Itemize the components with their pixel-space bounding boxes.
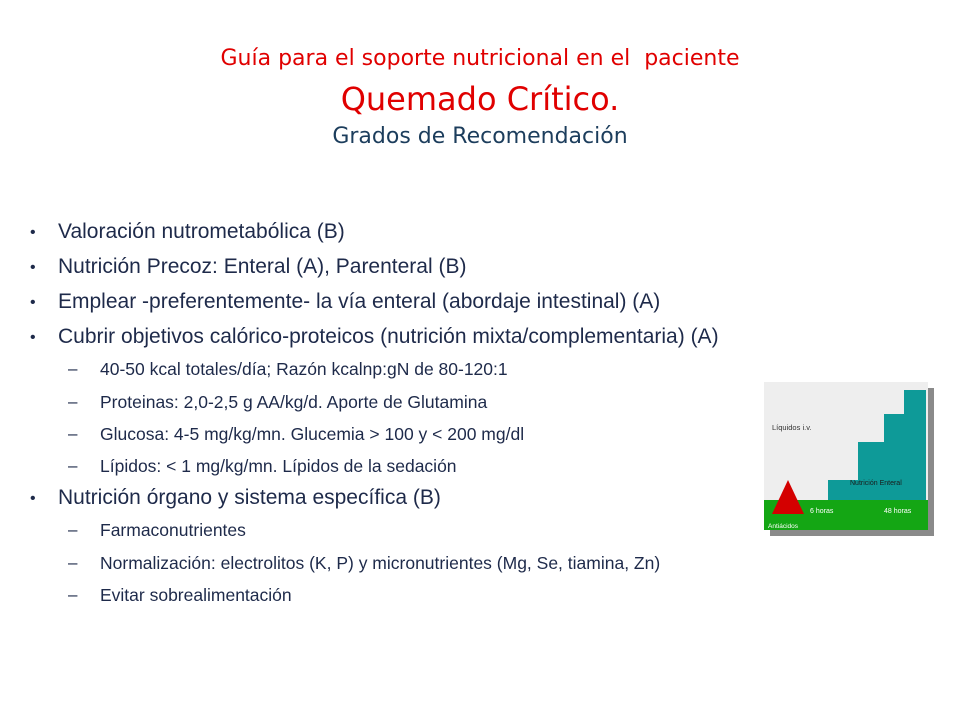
title-line-3: Grados de Recomendación xyxy=(332,124,628,149)
sub-bullet-marker: – xyxy=(68,359,78,378)
time-6-label: 6 horas xyxy=(810,508,834,515)
sub-bullet-marker: – xyxy=(68,456,78,475)
sub-bullet-marker: – xyxy=(68,553,78,572)
title-line-2: Quemado Crítico. xyxy=(340,80,620,118)
sub-bullet-item: Glucosa: 4-5 mg/kg/mn. Glucemia > 100 y < 200 mg/dl xyxy=(100,424,525,444)
sub-bullet-item: Lípidos: < 1 mg/kg/mn. Lípidos de la sedación xyxy=(100,456,457,476)
sub-bullet-marker: – xyxy=(68,585,78,604)
bullet-marker: • xyxy=(30,490,36,507)
bullet-marker: • xyxy=(30,224,36,241)
diagram-graphic xyxy=(764,382,934,536)
title-line-1: Guía para el soporte nutricional en el paciente xyxy=(220,46,740,71)
sub-bullet-marker: – xyxy=(68,392,78,411)
bullet-item: Cubrir objetivos calórico-proteicos (nutrición mixta/complementaria) (A) xyxy=(58,325,719,348)
sub-bullet-marker: – xyxy=(68,520,78,539)
sub-bullet-item: Evitar sobrealimentación xyxy=(100,585,292,605)
time-48-label: 48 horas xyxy=(884,508,912,515)
sub-bullet-marker: – xyxy=(68,424,78,443)
nutrition-timeline-diagram xyxy=(764,382,934,536)
sub-bullet-item: 40-50 kcal totales/día; Razón kcalnp:gN de 80-120:1 xyxy=(100,359,508,379)
bullet-marker: • xyxy=(30,294,36,311)
bullet-item: Nutrición órgano y sistema específica (B) xyxy=(58,486,441,509)
bullet-item: Emplear -preferentemente- la vía enteral (abordaje intestinal) (A) xyxy=(58,290,661,313)
bullet-item: Nutrición Precoz: Enteral (A), Parenteral (B) xyxy=(58,255,467,278)
bullet-item: Valoración nutrometabólica (B) xyxy=(58,220,345,243)
antacids-label: Antiácidos xyxy=(768,523,798,530)
bullet-marker: • xyxy=(30,259,36,276)
bullet-marker: • xyxy=(30,329,36,346)
enteral-label: Nutrición Enteral xyxy=(850,480,902,487)
sub-bullet-item: Normalización: electrolitos (K, P) y micronutrientes (Mg, Se, tiamina, Zn) xyxy=(100,553,661,573)
liquids-label: Líquidos i.v. xyxy=(772,423,812,432)
sub-bullet-item: Farmaconutrientes xyxy=(100,520,246,540)
sub-bullet-item: Proteinas: 2,0-2,5 g AA/kg/d. Aporte de Glutamina xyxy=(100,392,488,412)
